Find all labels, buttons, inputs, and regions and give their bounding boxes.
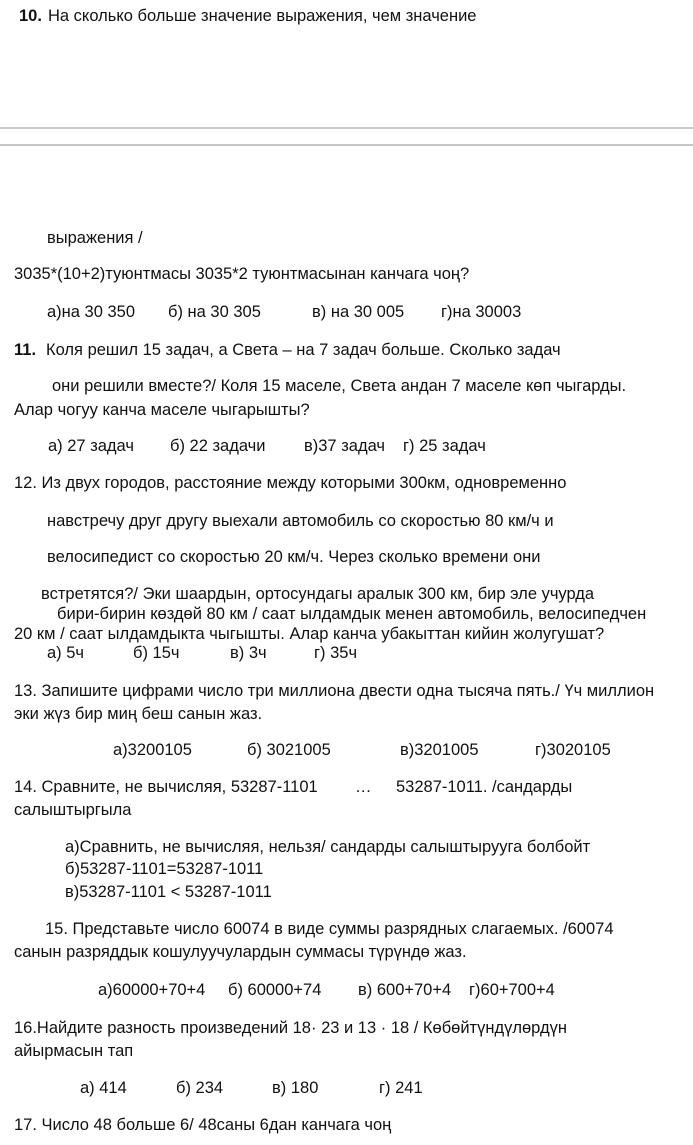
q12-line2: навстречу друг другу выехали автомобиль со скоростью 80 км/ч и xyxy=(47,512,554,530)
q12-option-a: а) 5ч xyxy=(47,644,85,662)
q15-option-b: б) 60000+74 xyxy=(228,981,322,999)
q10-number: 10. xyxy=(19,7,42,25)
divider-bottom xyxy=(0,144,693,146)
q13-line2: эки жүз бир миң беш санын жаз. xyxy=(14,705,263,723)
q13-option-g: г)3020105 xyxy=(535,741,611,759)
q11-line3: Алар чогуу канча маселе чыгарышты? xyxy=(14,401,310,419)
q11-option-g: г) 25 задач xyxy=(403,437,486,455)
q16-option-a: а) 414 xyxy=(80,1079,127,1097)
q11-option-b: б) 22 задачи xyxy=(170,437,266,455)
q15-option-g: г)60+700+4 xyxy=(469,981,555,999)
q11-line1: Коля решил 15 задач, а Света – на 7 задач больше. Сколько задач xyxy=(46,341,561,359)
q12-line5: бири-бирин көздөй 80 км / саат ылдамдык менен автомобиль, велосипедчен xyxy=(57,605,647,623)
q16-line1: 16.Найдите разность произведений 18· 23 и 13 · 18 / Көбөйтүндүлөрдүн xyxy=(14,1019,567,1037)
q14-option-b: б)53287-1101=53287-1011 xyxy=(65,860,264,878)
q16-option-g: г) 241 xyxy=(379,1079,423,1097)
q11-option-v: в)37 задач xyxy=(304,437,385,455)
q15-line1: 15. Представьте число 60074 в виде суммы разрядных слагаемых. /60074 xyxy=(45,920,614,938)
q12-option-g: г) 35ч xyxy=(314,644,358,662)
q13-line1: 13. Запишите цифрами число три миллиона двести одна тысяча пять./ Үч миллион xyxy=(14,682,655,700)
q14-line2: салыштыргыла xyxy=(14,801,132,819)
q13-option-v: в)3201005 xyxy=(400,741,479,759)
divider-top xyxy=(0,127,693,129)
q16-line2: айырмасын тап xyxy=(14,1042,134,1060)
q10-option-g: г)на 30003 xyxy=(441,303,522,321)
q11-line2: они решили вместе?/ Коля 15 маселе, Света андан 7 маселе көп чыгарды. xyxy=(52,377,627,395)
q10-continuation: выражения / xyxy=(47,229,143,247)
q10-question: На сколько больше значение выражения, чем значение xyxy=(48,7,477,25)
q13-option-a: а)3200105 xyxy=(113,741,192,759)
q16-option-v: в) 180 xyxy=(272,1079,319,1097)
q10-option-b: б) на 30 305 xyxy=(168,303,261,321)
q10-option-v: в) на 30 005 xyxy=(312,303,405,321)
q12-line4: встретятся?/ Эки шаардын, ортосундагы аралык 300 км, бир эле учурда xyxy=(41,585,595,603)
q14-ellipsis: … xyxy=(355,778,372,796)
q12-line1: 12. Из двух городов, расстояние между которыми 300км, одновременно xyxy=(14,474,567,492)
q12-line6: 20 км / саат ылдамдыкта чыгышты. Алар канча убакыттан кийин жолугушат? xyxy=(14,625,605,643)
q14-option-v: в)53287-1101 < 53287-1011 xyxy=(65,883,272,901)
q15-line2: санын разряддык кошулуучулардын суммасы түрүндө жаз. xyxy=(14,943,467,961)
q17-line1: 17. Число 48 больше 6/ 48саны 6дан канчага чоң xyxy=(14,1116,392,1134)
q16-option-b: б) 234 xyxy=(176,1079,224,1097)
q12-option-v: в) 3ч xyxy=(230,644,267,662)
q15-option-v: в) 600+70+4 xyxy=(358,981,452,999)
q11-number: 11. xyxy=(14,341,37,359)
q14-option-a: а)Сравнить, не вычисляя, нельзя/ сандарды салыштырууга болбойт xyxy=(65,838,591,856)
q14-line1-end: 53287-1011. /сандарды xyxy=(396,778,573,796)
q10-kyrgyz: 3035*(10+2)туюнтмасы 3035*2 туюнтмасынан канчага чоң? xyxy=(14,265,470,283)
q11-option-a: а) 27 задач xyxy=(48,437,134,455)
q14-line1: 14. Сравните, не вычисляя, 53287-1101 xyxy=(14,778,318,796)
q12-line3: велосипедист со скоростью 20 км/ч. Через сколько времени они xyxy=(47,548,541,566)
q13-option-b: б) 3021005 xyxy=(247,741,331,759)
q10-option-a: а)на 30 350 xyxy=(47,303,136,321)
q15-option-a: а)60000+70+4 xyxy=(98,981,206,999)
q12-option-b: б) 15ч xyxy=(133,644,180,662)
